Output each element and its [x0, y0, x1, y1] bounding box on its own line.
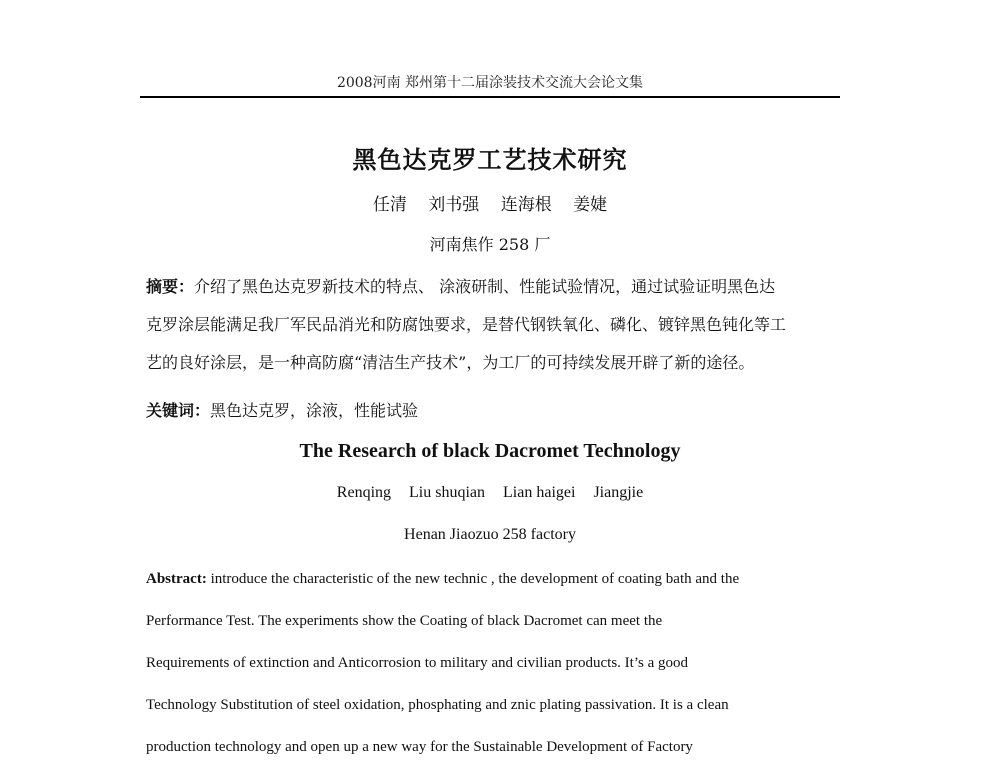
- abstract-zh-label: 摘要：: [146, 277, 195, 296]
- author-en: Liu shuqian: [409, 484, 486, 501]
- abstract-en-line: Performance Test. The experiments show the Coating of black Dacromet can meet the: [146, 613, 663, 629]
- keywords-zh: [146, 392, 840, 430]
- abstract-zh: [146, 268, 840, 382]
- author-en: Renqing: [336, 484, 392, 501]
- abstract-zh-line: 克罗涂层能满足我厂军民品消光和防腐蚀要求，是替代钢铁氧化、磷化、镀锌黑色钝化等工: [146, 315, 787, 334]
- author-zh: 连海根: [500, 195, 552, 215]
- author-zh: 刘书强: [428, 195, 480, 215]
- abstract-en-line: Technology Substitution of steel oxidation, phosphating and znic plating passivation. It is a clean: [146, 697, 729, 713]
- author-en: Lian haigei: [503, 484, 576, 501]
- keywords-zh-value: 黑色达克罗，涂液，性能试验: [210, 401, 419, 420]
- author-en: Jiangjie: [593, 484, 644, 501]
- affiliation-zh: 河南焦作 258 厂: [429, 235, 551, 254]
- abstract-en-line: Requirements of extinction and Anticorrosion to military and civilian products. It’s a good: [146, 655, 688, 671]
- authors-en: [140, 484, 840, 502]
- author-zh: 姜婕: [573, 195, 608, 215]
- abstract-en-line: Abstract: introduce the characteristic of the new technic , the development of coating bath and the: [146, 571, 740, 587]
- abstract-en-line: production technology and open up a new way for the Sustainable Development of Factory: [146, 739, 693, 755]
- paper-title-zh: 黑色达克罗工艺技术研究: [352, 145, 628, 174]
- header-rule: [140, 96, 840, 98]
- paper-title-en: The Research of black Dacromet Technology: [299, 440, 681, 462]
- proceedings-header: 2008河南 郑州第十二届涂装技术交流大会论文集: [336, 75, 644, 91]
- affiliation-en: Henan Jiaozuo 258 factory: [404, 526, 576, 543]
- abstract-zh-line: 艺的良好涂层，是一种高防腐“清洁生产技术”，为工厂的可持续发展开辟了新的途径。: [146, 353, 755, 372]
- abstract-en: [146, 558, 840, 768]
- abstract-en-label: Abstract:: [146, 571, 207, 587]
- author-zh: 任清: [372, 195, 407, 215]
- abstract-zh-line: 摘要：介绍了黑色达克罗新技术的特点、 涂液研制、性能试验情况，通过试验证明黑色达: [146, 277, 776, 296]
- keywords-zh-label: 关键词：: [146, 401, 211, 420]
- authors-zh: [140, 190, 840, 215]
